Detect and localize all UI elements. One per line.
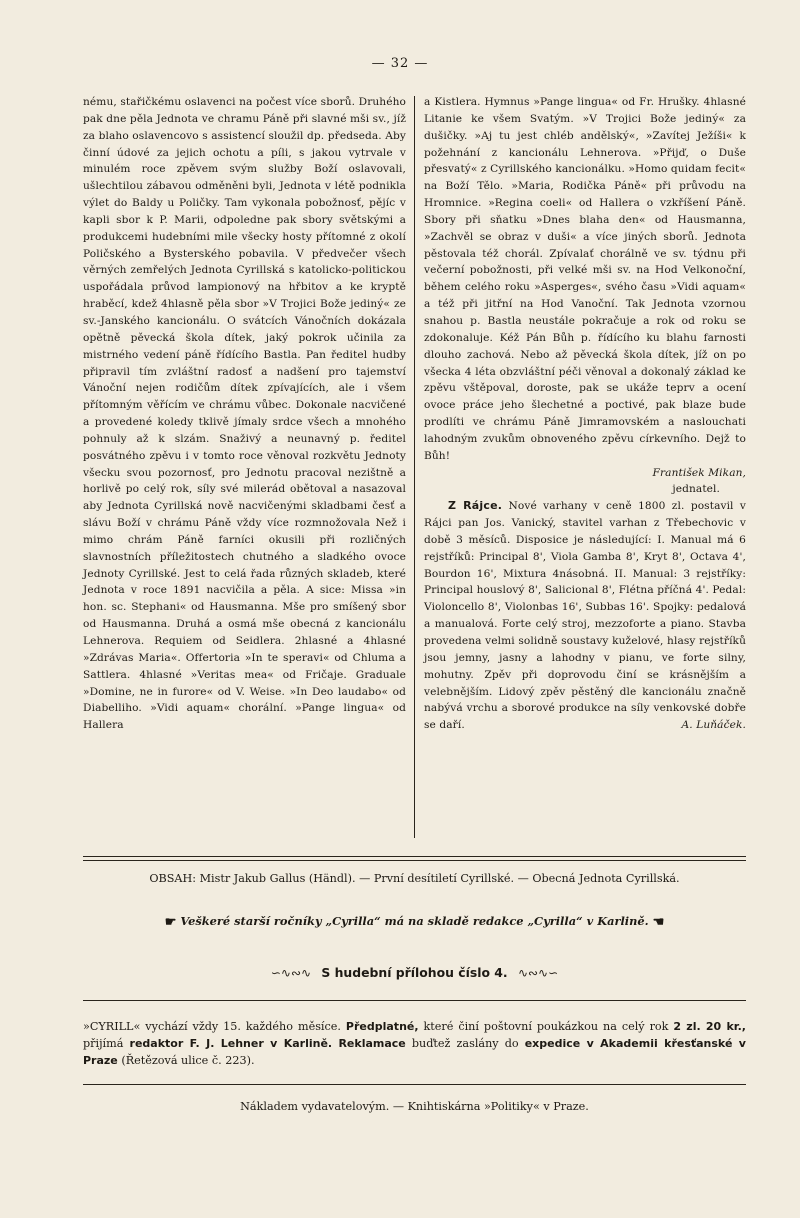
subscription-bold-1: Předplatné, [345, 1020, 419, 1033]
pointing-hand-left-icon: ☚ [652, 915, 665, 930]
flourish-right-icon: ∿∾∿∽ [517, 966, 559, 980]
flourish-left-icon: ∽∿∾∿ [270, 966, 312, 980]
left-column-text: nému, stařičkému oslavenci na počest více sborů. Druhého pak dne pěla Jednota ve chramu Páně při slavné mši sv., jíž za blaho oslavencovo s assistencí sloužil dp. předseda. Aby činní údové za jejich ochotu a píli, s jakou vytrvale v minulém roce zpěvem svým služby Boží oslavovali, ušlechtilou zábavou odměněni byli, Jednota v létě podnikla výlet do Baldy u Poličky. Tam vykonala pobožnosť, pějíc v kapli sbor k P. Marii, odpoledne pak sbory světskými a produkcemi hudebními mile všecky hosty přítomné z okolí Poličského a Bysterského pobavila. V předvečer všech věrných zemřelých Jednota Cyrillská s katolicko-politickou uspořádala průvod lampionový na hřbitov a ke kryptě hraběcí, kdež 4hlasně pěla sbor »V Trojici Bože jediný« ze sv.-Janského kancionálu. O svátcích Vánočních dokázala opětně pěvecká škola dítek, jaký pokrok učinila za mistrného vedení páně řídícího Bastla. Pan ředitel hudby připravil tím zvláštní radosť a nadšení pro tajemství Vánoční nejen rodičům dítek zpívajících, ale i všem přítomným věřícím ve chrámu vůbec. Dokonale nacvičené a provedené koledy tklivě jímaly srdce všech a mnohého pohnuly až k slzám. Snaživý a neunavný p. ředitel posvátného zpěvu i v tomto roce věnoval rozkvětu Jednoty všecku svou pozornosť, pro Jednotu pracoval nezištně a horlivě po celý rok, síly své milerád obětoval a nasazoval aby Jednota Cyrillská nově nacvičenými skladbami česť a slávu Boží v chrámu Páně vždy více rozmnožovala Než i mimo chrám Páně farníci okusili při rozličných slavnostních příležitostech chutného a sladkého ovoce Jednoty Cyrillské. Jest to celá řada různých skladeb, které Jednota v roce 1891 nacvičila a pěla. A sice: Missa »in hon. sc. Stephani« od Hausmanna. Mše pro smíšený sbor od Hausmanna. Druhá a osmá mše obecná z kancionálu Lehnerova. Requiem od Seidlera. 2hlasné a 4hlasné »Zdrávas Maria«. Offertoria »In te speravi« od Chluma a Sattlera. 4hlasné »Veritas mea« od Fričaje. Graduale »Domine, ne in furore« od V. Weise. »In Deo laudabo« od Diabelliho. »Vidi aquam« chorální. »Pange lingua« od Hallera [83, 96, 406, 732]
supplement-text: S hudební přílohou číslo 4. [321, 965, 508, 980]
divider-rule-3 [83, 1084, 746, 1085]
subscription-text-1: »CYRILL« vychází vždy 15. každého měsíce. [83, 1020, 341, 1033]
notice [83, 914, 746, 930]
signature-role: jednatel. [672, 483, 720, 496]
supplement-line [83, 965, 746, 980]
section-z-rajce [424, 498, 746, 734]
subscription-price: 2 zl. 20 kr., [673, 1020, 746, 1033]
subscription-text-5: (Řetězová ulice č. 223). [121, 1054, 255, 1067]
contents-line: OBSAH: Mistr Jakub Gallus (Händl). — První desítiletí Cyrillské. — Obecná Jednota Cyrillská. [149, 872, 680, 885]
right-column [424, 94, 746, 734]
right-column-text: a Kistlera. Hymnus »Pange lingua« od Fr. Hrušky. 4hlasné Litanie ke všem Svatým. »V Trojici Bože jediný« za dušičky. »Aj tu jest chléb andělský«, »Zavítej Ježíši« k požehnání z kancionálu Lehnerova. »Přijď, o Duše přesvatý« z Cyrillského kancionálku. »Homo quidam fecit« na Boží Tělo. »Maria, Rodička Páně« při průvodu na Hromnice. »Regina coeli« od Hallera o vzkříšení Páně. Sbory při sňatku »Dnes blaha den« od Hausmanna, »Zachvěl se obraz v duši« a více jiných sborů. Jednota pěstovala též chorál. Zpívalať chorálně ve sv. týdnu při večerní pobožnosti, při velké mši sv. na Hod Velkonoční, během celého roku »Asperges«, svého času »Vidi aquam« a též při jitřní na Hod Vanoční. Tak Jednota vzornou snahou p. Bastla neustále pokračuje a rok od roku se zdokonaluje. Kéž Pán Bůh p. řídícího ku blahu farnosti dlouho zachová. Nebo až pěvecká škola dítek, jíž on po všecka 4 léta obzvláštní péči věnoval a dokonalý základ ke zpěvu vštěpoval, doroste, pak se ukáže teprv a ocení ovoce práce jeho šlechetné a poctivé, pak blaze bude prodlíti ve chrámu Páně Jimramovském a naslouchati lahodným zvukům obnoveného zpěvu církevního. Dejž to Bůh! [424, 96, 746, 462]
publisher-line: Nákladem vydavatelovým. — Knihtiskárna »Politiky« v Praze. [240, 1100, 589, 1113]
notice-text: Veškeré starší ročníky „Cyrilla“ má na skladě redakce „Cyrilla“ v Karlině. [180, 914, 649, 928]
page-number: — 32 — [371, 56, 429, 71]
left-column [83, 94, 406, 734]
divider-rule-2 [83, 1000, 746, 1001]
subscription-text-2: které činí poštovní poukázkou na celý rok [423, 1020, 669, 1033]
section-heading: Z Rájce. [448, 499, 503, 513]
divider-rule [83, 856, 746, 861]
pointing-hand-right-icon: ☛ [164, 915, 177, 930]
subscription-editor: redaktor F. J. Lehner v Karlině. Reklamace [129, 1037, 406, 1050]
column-divider [414, 96, 415, 838]
subscription-text-4: buďtež zaslány do [411, 1037, 519, 1050]
subscription-text-3: přijímá [83, 1037, 124, 1050]
subscription-info [83, 1018, 746, 1069]
signature: František Mikan, [652, 466, 746, 479]
section-text: Nové varhany v ceně 1800 zl. postavil v Rájci pan Jos. Vanický, stavitel varhan z Třebechovic v době 3 měsíců. Disposice je následující: I. Manual má 6 rejstříků: Principal 8', Viola Gamba 8', Kryt 8', Octava 4', Bourdon 16', Mixtura 4násobná. II. Manual: 3 rejstříky: Principal houslový 8', Salicional 8', Flétna příčná 4'. Pedal: Violoncello 8', Violonbas 16', Subbas 16'. Spojky: pedalová a manualová. Forte celý stroj, mezzoforte a piano. Stavba provedena velmi solidně soustavy kuželové, hlasy rejstříků jsou jemny, jasny a lahodny v pianu, ve forte silny, mohutny. Zpěv při doprovodu činí se krásnějším a velebnějším. Lidový zpěv pěstěný dle kancionálu značně nabývá vrchu a sborové produkce na síly venkovské dobře se daří. [424, 500, 746, 732]
section-author: A. Luňáček. [681, 719, 746, 732]
subscription-expedition: expedice v Akademii křesťanské v Praze [83, 1037, 746, 1067]
